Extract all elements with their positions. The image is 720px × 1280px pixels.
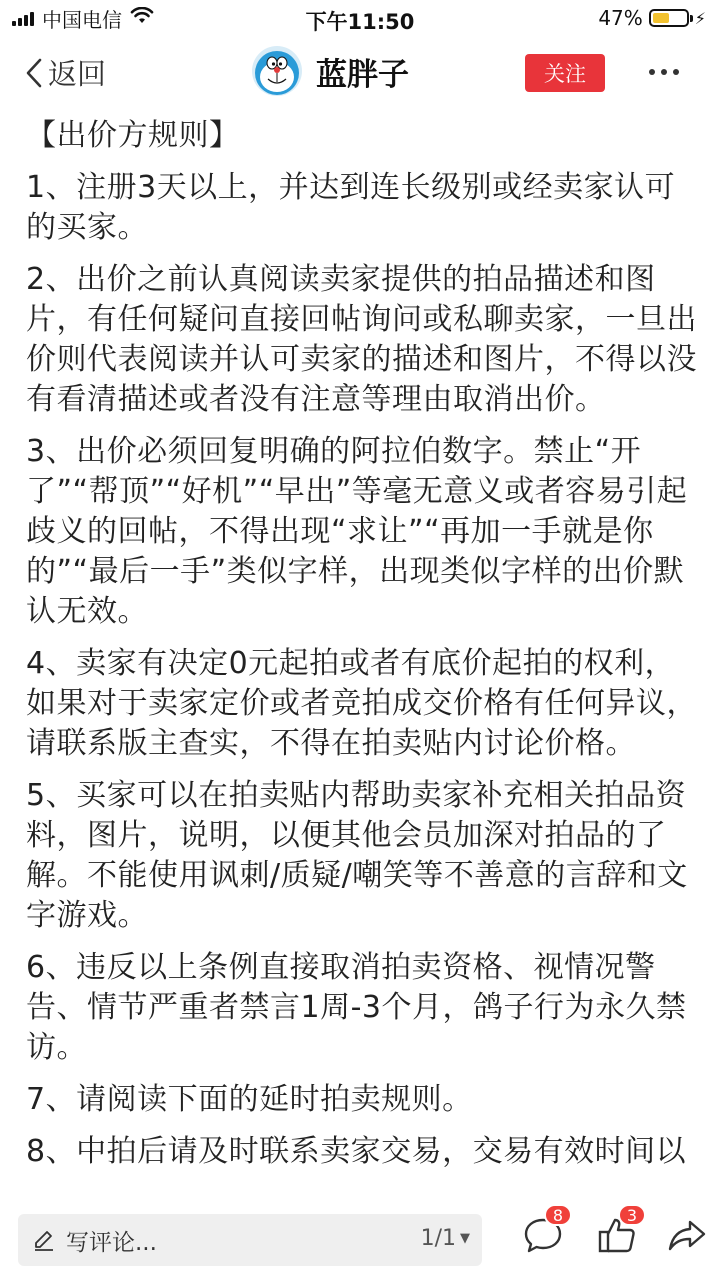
avatar[interactable] [252, 46, 302, 96]
back-label: 返回 [48, 57, 107, 91]
post-content [26, 116, 700, 1200]
battery-percent: 47% [598, 6, 643, 30]
author-info[interactable] [252, 46, 409, 96]
author-name[interactable]: 蓝胖子 [316, 56, 409, 93]
rule-paragraph: 2、出价之前认真阅读卖家提供的拍品描述和图片，有任何疑问直接回帖询问或私聊卖家，一旦出价则代表阅读并认可卖家的描述和图片，不得以没有看清描述或者没有注意等理由取消出价。 [26, 262, 697, 417]
rule-paragraph: 4、卖家有决定0元起拍或者有底价起拍的权利，如果对于卖家定价或者竞拍成交价格有任何异议，请联系版主查实，不得在拍卖贴内讨论价格。 [26, 646, 697, 761]
rule-paragraph: 3、出价必须回复明确的阿拉伯数字。禁止“开了”“帮顶”“好机”“早出”等毫无意义或者容易引起歧义的回帖，不得出现“求让”“再加一手就是你的”“最后一手”类似字样，出现类似字样的出价默认无效。 [26, 434, 688, 629]
comments-button[interactable] [518, 1205, 568, 1260]
share-button[interactable] [662, 1210, 712, 1260]
status-right [598, 6, 706, 30]
rule-paragraph: 1、注册3天以上，并达到连长级别或经卖家认可的买家。 [26, 170, 676, 245]
nav-bar [0, 38, 720, 110]
rule-paragraph: 8、中拍后请及时联系卖家交易，交易有效时间以 [26, 1134, 687, 1169]
comments-count-badge: 8 [544, 1204, 572, 1226]
status-time: 下午11:50 [305, 10, 415, 34]
comment-input[interactable] [18, 1214, 482, 1266]
rule-paragraph: 7、请阅读下面的延时拍卖规则。 [26, 1082, 473, 1117]
battery-icon [649, 9, 689, 27]
rule-paragraph: 6、违反以上条例直接取消拍卖资格、视情况警告、情节严重者禁言1周-3个月，鸽子行为永久禁访。 [26, 950, 687, 1065]
comment-placeholder: 写评论... [66, 1229, 157, 1256]
page-selector[interactable] [421, 1226, 470, 1251]
carrier-name: 中国电信 [42, 7, 122, 32]
chevron-left-icon [24, 57, 44, 89]
rules-title: 【出价方规则】 [26, 118, 240, 153]
page-indicator: 1/1 [420, 1226, 456, 1251]
charging-icon: ⚡ [694, 8, 706, 28]
more-icon[interactable] [646, 54, 682, 90]
back-button[interactable] [24, 52, 106, 93]
follow-button[interactable]: 关注 [525, 54, 605, 92]
share-icon [667, 1217, 707, 1253]
bottom-bar [0, 1200, 720, 1280]
status-bar [0, 0, 720, 36]
like-button[interactable] [592, 1205, 642, 1260]
pen-icon [32, 1228, 56, 1252]
rule-paragraph: 5、买家可以在拍卖贴内帮助卖家补充相关拍品资料，图片，说明，以便其他会员加深对拍品的了解。不能使用讽刺/质疑/嘲笑等不善意的言辞和文字游戏。 [26, 778, 688, 933]
likes-count-badge: 3 [618, 1204, 646, 1226]
caret-down-icon: ▼ [460, 1231, 470, 1246]
